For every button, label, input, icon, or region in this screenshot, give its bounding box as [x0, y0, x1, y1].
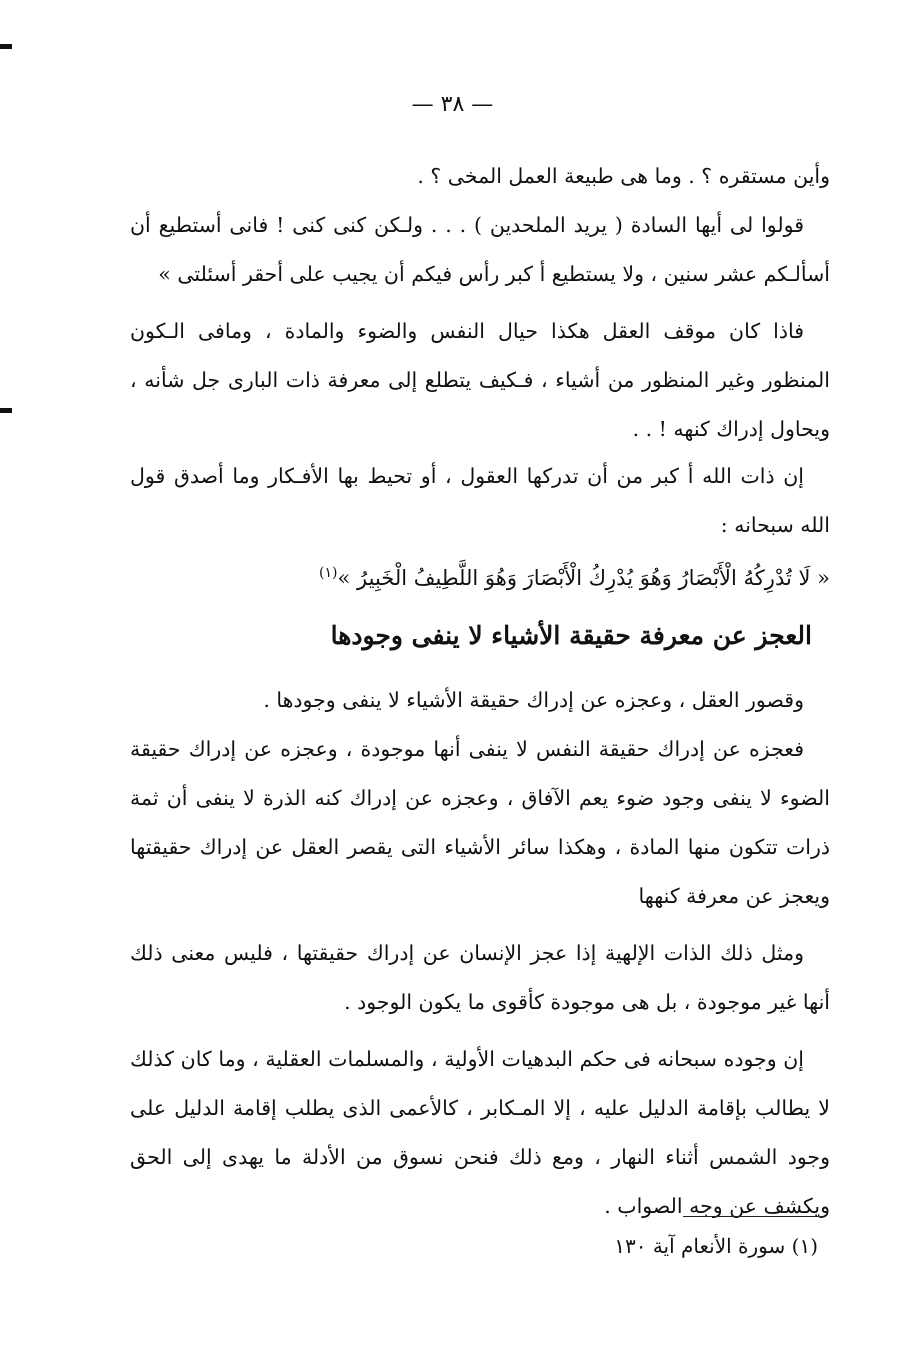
quran-verse: [130, 548, 830, 603]
body-text-bottom: [130, 676, 830, 1231]
paragraph: ومثل ذلك الذات الإلهية إذا عجز الإنسان عن إدراك حقيقتها ، فليس معنى ذلك أنها غير موجودة ، بل هى موجودة كأقوى ما يكون الوجود .: [130, 941, 830, 1014]
body-text-mid: [130, 452, 830, 550]
footnote-reference: (١): [319, 565, 338, 581]
paragraph: فعجزه عن إدراك حقيقة النفس لا ينفى أنها موجودة ، وعجزه عن إدراك حقيقة الضوء لا ينفى وجود ضوء يعم الآفاق ، وعجزه عن إدراك كنه الذرة لا ينفى أن ثمة ذرات تتكون منها المادة ، وهكذا سائر الأشياء التى يقصر العقل عن إدراك حقيقتها ويعجز عن معرفة كنهها: [130, 737, 830, 908]
paragraph: فاذا كان موقف العقل هكذا حيال النفس والضوء والمادة ، ومافى الـكون المنظور وغير المنظور من أشياء ، فـكيف يتطلع إلى معرفة ذات البارى جل شأنه ، ويحاول إدراك كنهه ! . .: [130, 319, 830, 441]
footnote-divider: [683, 1216, 819, 1217]
page-number: — ٣٨ —: [411, 92, 494, 117]
paragraph: قولوا لى أيها السادة ( يريد الملحدين ) . . . ولـكن كنى كنى ! فانى أستطيع أن أسألـكم عشر سنين ، ولا يستطيع أ كبر رأس فيكم أن يجيب على أحقر أسئلتى »: [130, 213, 830, 286]
scan-edge-mark: [0, 44, 12, 49]
paragraph: إن ذات الله أ كبر من أن تدركها العقول ، أو تحيط بها الأفـكار وما أصدق قول الله سبحانه :: [130, 464, 830, 537]
section-heading: العجز عن معرفة حقيقة الأشياء لا ينفى وجودها: [330, 621, 812, 650]
footnote: (١) سورة الأنعام آية ١٣٠: [614, 1234, 818, 1258]
paragraph: إن وجوده سبحانه فى حكم البدهيات الأولية ، والمسلمات العقلية ، وما كان كذلك لا يطالب بإقامة الدليل عليه ، إلا المـكابر ، كالأعمى الذى يطلب إقامة الدليل على وجود الشمس أثناء النهار ، ومع ذلك فنحن نسوق من الأدلة ما يهدى إلى الحق ويكشف عن وجه الصواب .: [130, 1047, 830, 1218]
paragraph: وأين مستقره ؟ . وما هى طبيعة العمل المخى ؟ .: [417, 164, 830, 188]
body-text-top: [130, 152, 830, 454]
scan-edge-mark: [0, 408, 12, 413]
verse-text: « لَا تُدْرِكُهُ الْأَبْصَارُ وَهُوَ يُدْرِكُ الْأَبْصَارَ وَهُوَ اللَّطِيفُ الْخَبِيرُ »: [337, 566, 830, 590]
paragraph: وقصور العقل ، وعجزه عن إدراك حقيقة الأشياء لا ينفى وجودها .: [263, 688, 804, 712]
